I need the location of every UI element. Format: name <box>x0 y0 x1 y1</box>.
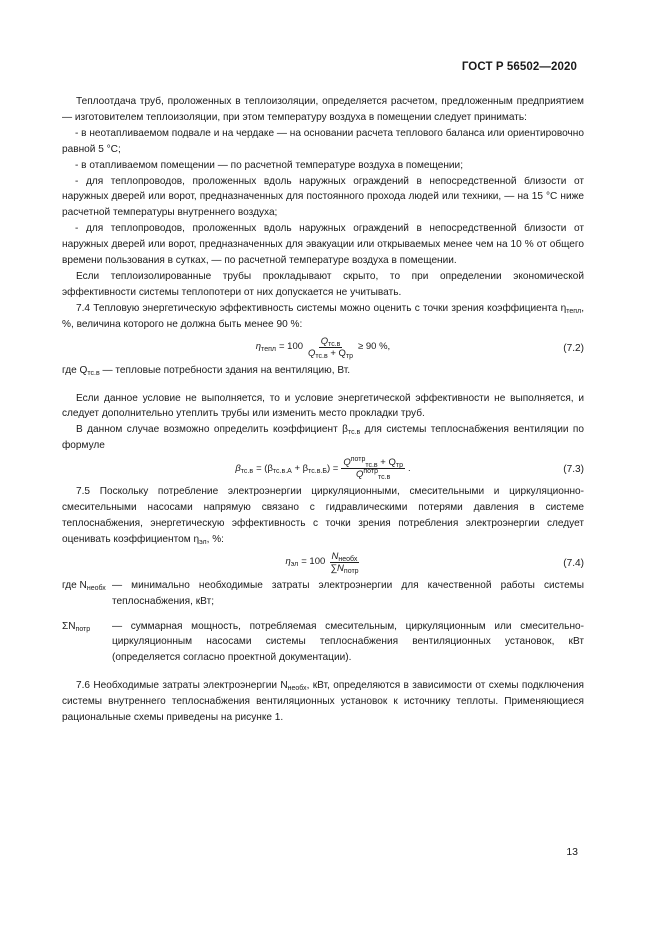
bullet-permanent-doors: - для теплопроводов, проложенных вдоль наружных ограждений в непосредственной близости от наружных дверей или ворот, предназначенных для постоянного прохода людей или техники, — на 15 °С ниже расчетной температуры внутреннего воздуха; <box>62 175 584 219</box>
formula-7-4: $\eta_{эл}$ = 100 $\frac{N_{необх}}{\sum N_{потр}}$ (7.4) <box>285 550 584 575</box>
paragraph-7-4: 7.4 Тепловую энергетическую эффективность системы можно оценить с точки зрения коэффициента $\eta_{тепл}$, %, величина которого не должна быть менее 90 %: <box>62 302 584 330</box>
paragraph-beta-coefficient: В данном случае возможно определить коэффициент $\beta_{тс.в}$ для системы теплоснабжения вентиляции по формуле <box>62 424 584 452</box>
definition-text: — минимально необходимые затраты электроэнергии для качественной работы системы теплоснабжения, кВт; <box>112 579 584 607</box>
definitions-list <box>62 578 584 667</box>
bullet-unheated-basement: - в неотапливаемом подвале и на чердаке — на основании расчета теплового баланса или ориентировочно равной 5 °С; <box>62 127 584 155</box>
standard-header: ГОСТ Р 56502—2020 <box>461 61 577 73</box>
definition-term: где $N_{необх}$ <box>62 579 106 592</box>
definition-q-ts-v: где $Q_{тс.в}$ — тепловые потребности здания на вентиляцию, Вт. <box>62 364 351 377</box>
formula-number: (7.2) <box>563 342 584 354</box>
paragraph-7-5: 7.5 Поскольку потребление электроэнергии циркуляционными, смесительными и циркуляционно-смесительными насосами напрямую связано с гидравлическими потерями давления в системе теплоснабжения, энергетическую эффективность с точки зрения потребления электроэнергии следует оценивать коэффициентом $\eta_{эл}$, %: <box>62 486 584 546</box>
definition-text: — суммарная мощность, потребляемая смесительным, циркуляционным или смесительно-циркуляционным насосами системы теплоснабжения вентиляционных установок, кВт (определяется согласно проектной документации). <box>112 620 584 664</box>
page-content <box>62 94 584 726</box>
formula-number: (7.3) <box>563 464 584 476</box>
paragraph-pipe-heat-transfer: Теплоотдача труб, проложенных в теплоизоляции, определяется расчетом, предложенным предприятием — изготовителем теплоизоляции, при этом температуру воздуха в помещении следует принимать: <box>62 96 584 123</box>
bullet-heated-room: - в отапливаемом помещении — по расчетной температуре воздуха в помещении; <box>75 159 463 171</box>
paragraph-hidden-pipes: Если теплоизолированные трубы прокладывают скрыто, то при определении экономической эффективности системы теплопотери от них допускается не учитывать. <box>62 270 584 298</box>
bullet-evacuation-doors: - для теплопроводов, проложенных вдоль наружных ограждений в непосредственной близости от наружных дверей или ворот, предназначенных для эвакуации или открываемых менее чем на 10 % от общего времени пользования в сутках, — по расчетной температуре воздуха в помещении. <box>62 223 584 267</box>
definition-term: $\Sigma N_{потр}$ <box>62 620 91 633</box>
paragraph-condition-not-met: Если данное условие не выполняется, то и условие энергетической эффективности не выполняется, и следует дополнительно утеплить трубы или изменить место прокладки труб. <box>62 392 584 420</box>
formula-number: (7.4) <box>563 557 584 569</box>
page-number: 13 <box>566 846 578 858</box>
formula-7-3: $\beta_{тс.в}$ = $(\beta_{тс.в.А} + \beta_{тс.в.Б})$ = $\frac{Q^{потр}_{тс.в} + Q_{тр}}{Q^{потр}_{тс.в}}$ . (7.3) <box>235 455 584 482</box>
formula-7-2: $\eta_{тепл}$ = 100 $\frac{Q_{тс.в}}{Q_{тс.в} + Q_{тр}}$ ≥ 90 %, (7.2) <box>255 335 584 360</box>
paragraph-7-6: 7.6 Необходимые затраты электроэнергии $N_{необх}$, кВт, определяются в зависимости от схемы подключения системы внутреннего теплоснабжения вентиляционных установок к источнику теплоты. Применяющиеся рациональные схемы приведены на рисунке 1. <box>62 680 584 724</box>
